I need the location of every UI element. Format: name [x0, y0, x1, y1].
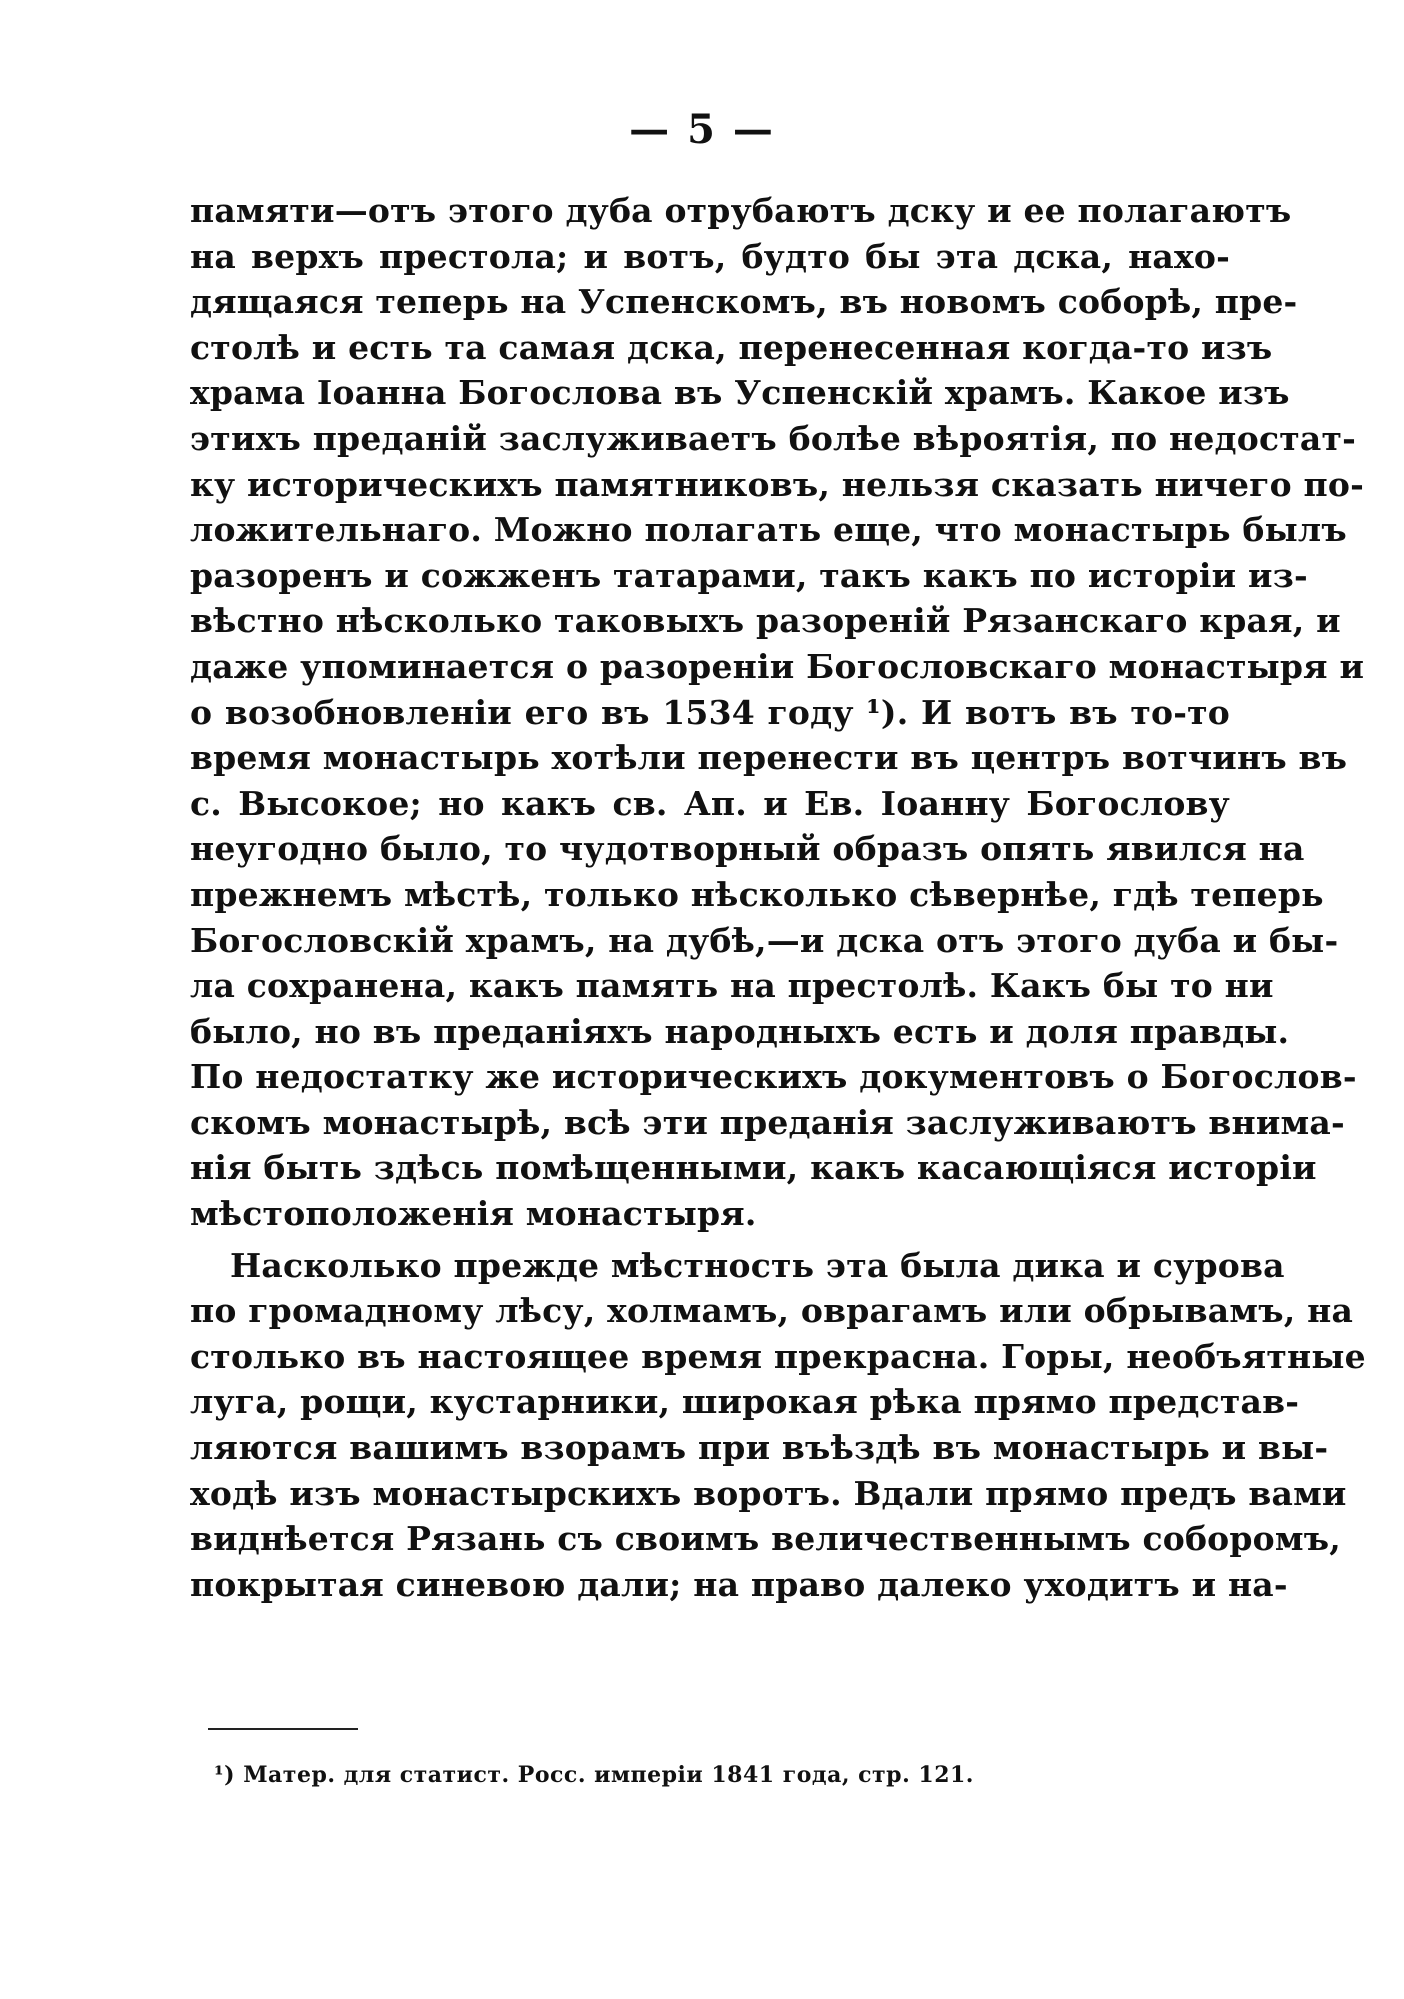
- text-line: дящаяся теперь на Успенскомъ, въ новомъ соборѣ, пре-: [190, 282, 1298, 322]
- text-line: по громадному лѣсу, холмамъ, оврагамъ или обрывамъ, на: [190, 1291, 1354, 1331]
- text-line: ку историческихъ памятниковъ, нельзя сказать ничего по-: [190, 464, 1364, 504]
- text-line: По недостатку же историческихъ документовъ о Богослов-: [190, 1057, 1357, 1097]
- text-line: памяти—отъ этого дуба отрубаютъ дску и ее полагаютъ: [190, 191, 1292, 230]
- text-line: скомъ монастырѣ, всѣ эти преданія заслуживаютъ внима-: [190, 1102, 1345, 1142]
- text-line: покрытая синевою дали; на право далеко уходитъ и на-: [190, 1564, 1288, 1604]
- text-line: Насколько прежде мѣстность эта была дика и сурова: [230, 1245, 1285, 1285]
- text-line: столько въ настоящее время прекрасна. Горы, необъятные: [190, 1336, 1366, 1376]
- footnote: ¹) Матер. для статист. Росс. имперіи 1841 года, стр. 121.: [214, 1762, 974, 1788]
- text-line: мѣстоположенія монастыря.: [190, 1194, 757, 1234]
- text-line: с. Высокое; но какъ св. Ап. и Ев. Іоанну Богослову: [190, 783, 1230, 823]
- text-line: нія быть здѣсь помѣщенными, какъ касающіяся исторіи: [190, 1148, 1317, 1188]
- text-line: вѣстно нѣсколько таковыхъ разореній Рязанскаго края, и: [190, 601, 1341, 641]
- page-number: — 5 —: [629, 106, 775, 153]
- text-line: на верхъ престола; и вотъ, будто бы эта дска, нахо-: [190, 236, 1230, 276]
- text-line: время монастырь хотѣли перенести въ центръ вотчинъ въ: [190, 738, 1348, 778]
- text-line: виднѣется Рязань съ своимъ величественнымъ соборомъ,: [190, 1519, 1341, 1559]
- text-line: столѣ и есть та самая дска, перенесенная когда-то изъ: [190, 327, 1273, 367]
- text-line: о возобновленіи его въ 1534 году ¹). И вотъ въ то-то: [190, 692, 1230, 732]
- text-line: ла сохранена, какъ память на престолѣ. Какъ бы то ни: [190, 966, 1274, 1006]
- text-line: Богословскій храмъ, на дубѣ,—и дска отъ этого дуба и бы-: [190, 920, 1339, 960]
- text-line: этихъ преданій заслуживаетъ болѣе вѣроятія, по недостат-: [190, 418, 1357, 458]
- text-line: даже упоминается о разореніи Богословскаго монастыря и: [190, 646, 1365, 686]
- footnote-divider: [208, 1728, 358, 1730]
- text-line: храма Іоанна Богослова въ Успенскій храмъ. Какое изъ: [190, 373, 1290, 413]
- text-line: ляются вашимъ взорамъ при въѣздѣ въ монастырь и вы-: [190, 1428, 1329, 1468]
- text-line: прежнемъ мѣстѣ, только нѣсколько сѣвернѣе, гдѣ теперь: [190, 874, 1324, 914]
- text-line: ходѣ изъ монастырскихъ воротъ. Вдали прямо предъ вами: [190, 1473, 1347, 1513]
- text-line: ложительнаго. Можно полагать еще, что монастырь былъ: [190, 510, 1347, 550]
- text-line: луга, рощи, кустарники, широкая рѣка прямо представ-: [190, 1382, 1300, 1422]
- body-text: [190, 188, 1366, 1607]
- text-line: неугодно было, то чудотворный образъ опять явился на: [190, 829, 1305, 869]
- text-line: разоренъ и сожженъ татарами, такъ какъ по исторіи из-: [190, 555, 1308, 595]
- text-line: было, но въ преданіяхъ народныхъ есть и доля правды.: [190, 1011, 1290, 1051]
